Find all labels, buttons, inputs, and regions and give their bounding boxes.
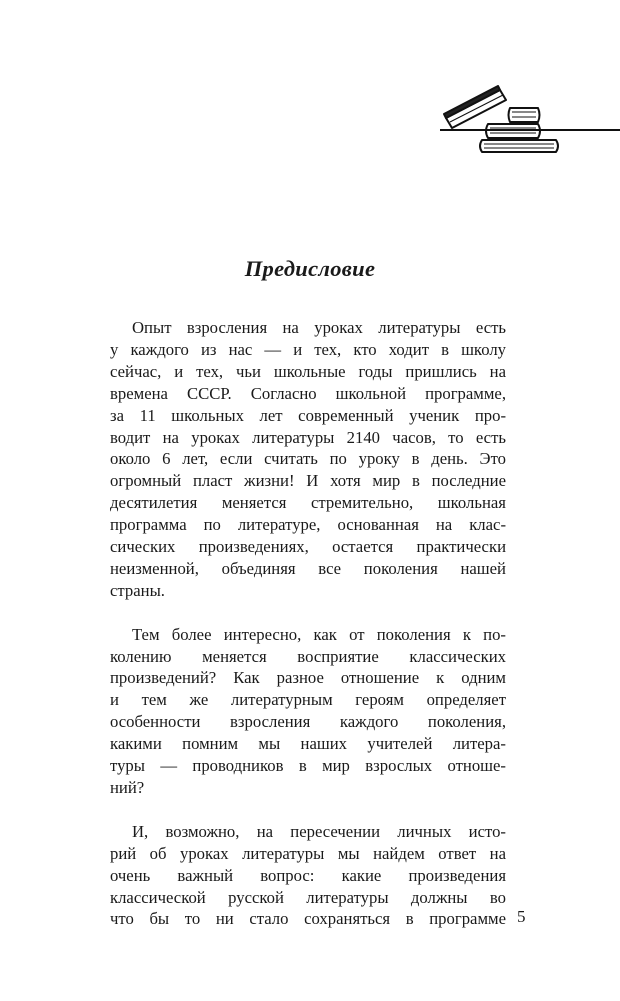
text-line: около 6 лет, если считать по уроку в день. Это (110, 449, 506, 469)
text-line: что бы то ни стало сохраняться в программе (110, 909, 506, 929)
text-line: огромный пласт жизни! И хотя мир в последние (110, 471, 506, 491)
text-line: какими помним мы наших учителей литера- (110, 734, 506, 754)
text-line: сических произведениях, остается практически (110, 537, 506, 557)
text-line: И, возможно, на пересечении личных исто- (132, 821, 506, 841)
text-line: ний? (110, 778, 145, 798)
text-line: десятилетия меняется стремительно, школьная (110, 493, 506, 513)
text-line: особенности взросления каждого поколения, (110, 712, 506, 732)
paragraph (110, 624, 506, 799)
text-line: произведений? Как разное отношение к одним (110, 668, 506, 688)
text-line: у каждого из нас — и тех, кто ходит в школу (110, 339, 506, 359)
page-number: 5 (517, 907, 526, 926)
text-line: страны. (110, 580, 165, 600)
text-line: Тем более интересно, как от поколения к по- (132, 624, 506, 644)
text-line: водит на уроках литературы 2140 часов, то есть (110, 427, 506, 447)
text-line: за 11 школьных лет современный ученик про- (110, 405, 506, 425)
paragraph (110, 317, 506, 602)
page-title: Предисловие (244, 256, 376, 281)
text-line: и тем же литературным героям определяет (110, 690, 506, 710)
paragraph (110, 821, 506, 931)
text-line: классической русской литературы должны во (110, 887, 506, 907)
text-line: Опыт взросления на уроках литературы есть (132, 318, 506, 337)
stack-of-books-icon (0, 0, 620, 170)
text-line: рий об уроках литературы мы найдем ответ на (110, 843, 506, 863)
body-text (110, 317, 506, 930)
text-line: сейчас, и тех, чьи школьные годы пришлись на (110, 361, 506, 381)
text-line: туры — проводников в мир взрослых отноше- (110, 756, 506, 776)
text-line: программа по литературе, основанная на клас- (110, 515, 506, 535)
text-line: времена СССР. Согласно школьной программе, (110, 383, 506, 403)
text-line: неизменной, объединяя все поколения нашей (110, 558, 506, 578)
text-line: колению меняется восприятие классических (110, 646, 506, 666)
text-line: очень важный вопрос: какие произведения (110, 865, 506, 885)
